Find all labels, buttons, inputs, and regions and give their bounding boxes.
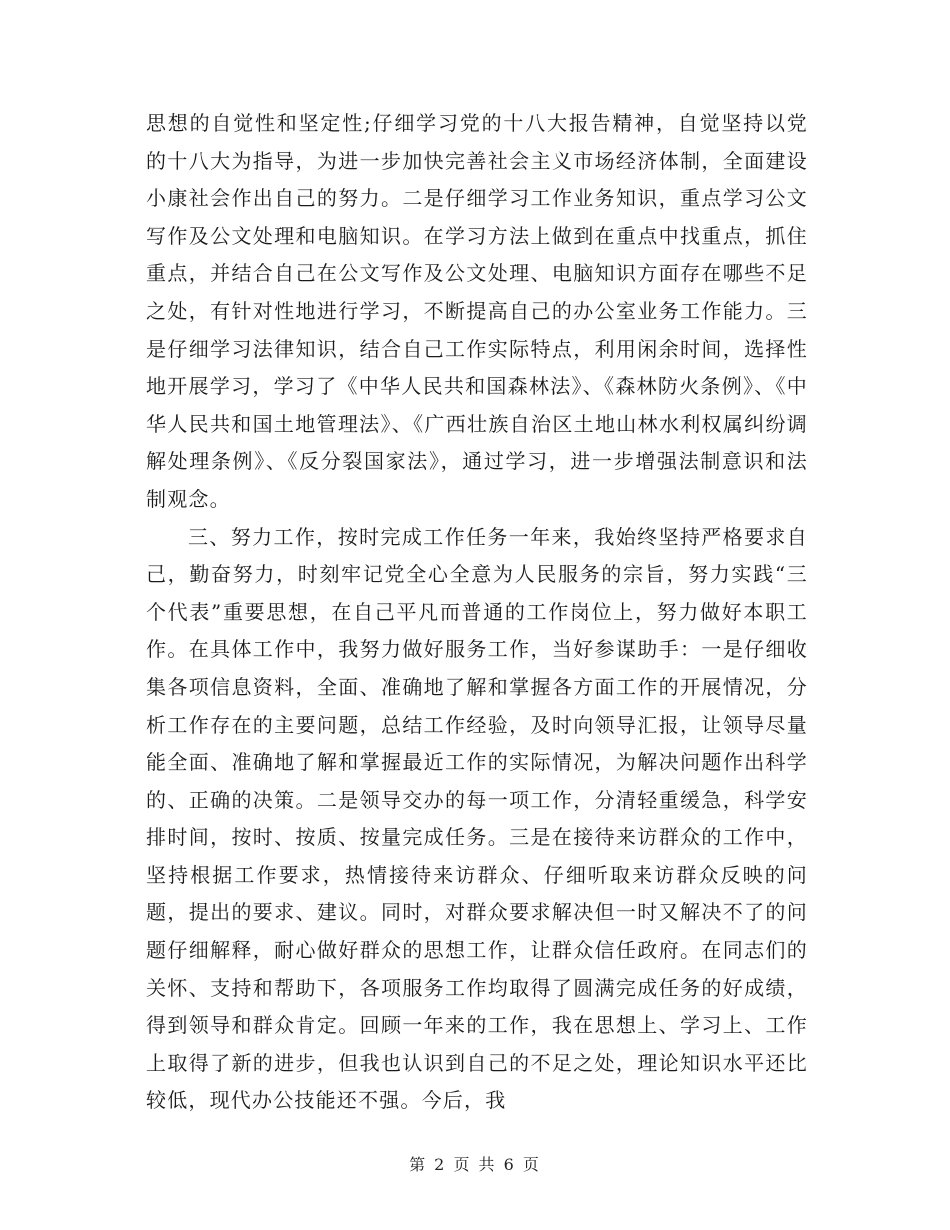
document-body	[146, 105, 808, 1120]
paragraph-2: 三、努力工作，按时完成工作任务一年来，我始终坚持严格要求自己，勤奋努力，时刻牢记党全心全意为人民服务的宗旨，努力实践“三个代表”重要思想，在自己平凡而普通的工作岗位上，努力做好本职工作。在具体工作中，我努力做好服务工作，当好参谋助手：一是仔细收集各项信息资料，全面、准确地了解和掌握各方面工作的开展情况，分析工作存在的主要问题，总结工作经验，及时向领导汇报，让领导尽量能全面、准确地了解和掌握最近工作的实际情况，为解决问题作出科学的、正确的决策。二是领导交办的每一项工作，分清轻重缓急，科学安排时间，按时、按质、按量完成任务。三是在接待来访群众的工作中，坚持根据工作要求，热情接待来访群众、仔细听取来访群众反映的问题，提出的要求、建议。同时，对群众要求解决但一时又解决不了的问题仔细解释，耐心做好群众的思想工作，让群众信任政府。在同志们的关怀、支持和帮助下，各项服务工作均取得了圆满完成任务的好成绩，得到领导和群众肯定。回顾一年来的工作，我在思想上、学习上、工作上取得了新的进步，但我也认识到自己的不足之处，理论知识水平还比较低，现代办公技能还不强。今后，我	[146, 524, 808, 1113]
page-footer	[0, 1152, 950, 1175]
page-number: 第 2 页 共 6 页	[409, 1155, 541, 1174]
paragraph-1: 思想的自觉性和坚定性;仔细学习党的十八大报告精神，自觉坚持以党的十八大为指导，为进一步加快完善社会主义市场经济体制，全面建设小康社会作出自己的努力。二是仔细学习工作业务知识，重点学习公文写作及公文处理和电脑知识。在学习方法上做到在重点中找重点，抓住重点，并结合自己在公文写作及公文处理、电脑知识方面存在哪些不足之处，有针对性地进行学习，不断提高自己的办公室业务工作能力。三是仔细学习法律知识，结合自己工作实际特点，利用闲余时间，选择性地开展学习，学习了《中华人民共和国森林法》、《森林防火条例》、《中华人民共和国土地管理法》、《广西壮族自治区土地山林水利权属纠纷调解处理条例》、《反分裂国家法》，通过学习，进一步增强法制意识和法制观念。	[146, 111, 808, 511]
